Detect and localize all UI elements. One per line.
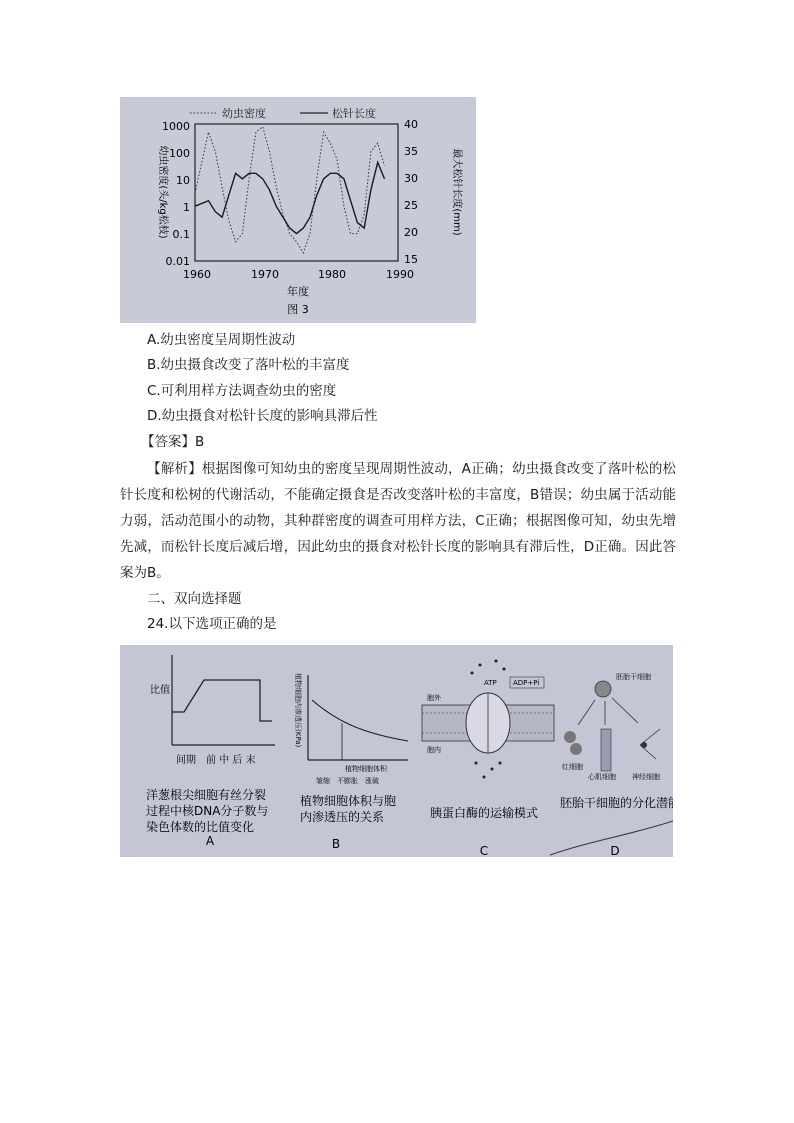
panel-b-ylabel: 植物细胞内渗透压(KPa) (294, 673, 302, 748)
x-label: 年度 (287, 285, 309, 298)
panel-c-caption: 胰蛋白酶的运输模式 (430, 806, 539, 820)
figure-3-chart (120, 97, 476, 323)
panel-a-letter: A (205, 834, 215, 848)
option-b: B.幼虫摄食改变了落叶松的丰富度 (147, 357, 350, 373)
panel-a-caption-1: 洋葱根尖细胞有丝分裂 (146, 788, 267, 802)
series-density-line (195, 127, 385, 253)
panel-c-outside: 胞外 (427, 694, 441, 702)
y-right-tick: 20 (404, 226, 418, 239)
panel-a-caption-2: 过程中核DNA分子数与 (146, 804, 269, 818)
legend-length: 松针长度 (332, 107, 376, 120)
panel-a-xticks: 间期 前 中 后 末 (176, 755, 256, 766)
panel-b-xlabel: 植物细胞体积 (345, 765, 387, 773)
panel-d-caption: 胚胎干细胞的分化潜能 (560, 796, 673, 810)
analysis-paragraph (120, 456, 676, 586)
series-length-line (195, 162, 385, 233)
right-axis-ticks (404, 118, 418, 266)
question-24: 24.以下选项正确的是 (147, 616, 277, 632)
y-right-tick: 25 (404, 199, 418, 212)
y-right-tick: 15 (404, 253, 418, 266)
x-tick: 1990 (386, 268, 414, 281)
panel-c (422, 660, 554, 858)
legend-density: 幼虫密度 (222, 107, 266, 120)
panel-d-letter: D (610, 844, 620, 857)
plot-frame (195, 124, 398, 261)
option-c: C.可利用样方法调查幼虫的密度 (147, 383, 337, 399)
figure-panels-svg (120, 645, 673, 857)
panel-c-atp: ATP (484, 679, 497, 687)
y-left-tick: 0.1 (172, 228, 190, 241)
panel-b-caption-2: 内渗透压的关系 (300, 810, 385, 824)
y-right-tick: 30 (404, 172, 418, 185)
y-left-tick: 100 (169, 147, 190, 160)
panel-d-red: 红细胞 (562, 763, 583, 771)
panel-d-muscle: 心肌细胞 (588, 773, 616, 781)
analysis-text: 根据图像可知幼虫的密度呈现周期性波动，A正确；幼虫摄食改变了落叶松的松针长度和松树的代谢活动，不能确定摄食是否改变落叶松的丰富度，B错误；幼虫属于活动能力弱，活动范围小的动物，其种群密度的调查可用样方法，C正确；根据图像可知，幼虫先增先减，而松针长度后减后增，因此幼虫的摄食对松针长度的影响具有滞后性，D正确。因此答案为B。 (120, 461, 677, 581)
panel-b-caption-1: 植物细胞体积与胞 (300, 794, 397, 808)
y-left-label: 幼虫密度(头/kg松枝) (157, 145, 168, 239)
x-tick: 1980 (318, 268, 346, 281)
panel-a-caption-3: 染色体数的比值变化 (146, 820, 255, 834)
figure-3 (120, 97, 476, 323)
option-d: D.幼虫摄食对松针长度的影响具滞后性 (147, 408, 378, 424)
panel-c-adp: ADP+Pi (513, 679, 540, 687)
analysis-label: 【解析】 (147, 461, 202, 477)
x-tick: 1960 (183, 268, 211, 281)
figure-caption: 图 3 (287, 303, 309, 316)
panel-a (146, 655, 275, 848)
section-heading: 二、双向选择题 (147, 591, 242, 607)
x-tick: 1970 (251, 268, 279, 281)
y-right-label: 最大松针长度(mm) (451, 148, 462, 236)
panel-b (294, 673, 408, 851)
x-axis-ticks (183, 268, 414, 281)
answer-line: 【答案】B (141, 434, 205, 450)
y-right-tick: 40 (404, 118, 418, 131)
y-left-tick: 1000 (162, 120, 190, 133)
y-left-tick: 10 (176, 174, 190, 187)
panel-d-stem: 胚胎干细胞 (616, 673, 651, 681)
panel-b-letter: B (331, 837, 341, 851)
y-left-tick: 0.01 (165, 255, 190, 268)
panel-a-ylabel: 比值 (150, 685, 170, 696)
panel-b-xsub: 皱缩 不膨胀 涨破 (316, 777, 379, 785)
figure-panels (120, 645, 673, 857)
panel-c-letter: C (479, 844, 489, 857)
panel-d (550, 672, 673, 857)
option-a: A.幼虫密度呈周期性波动 (147, 332, 296, 348)
y-right-tick: 35 (404, 145, 418, 158)
y-left-tick: 1 (183, 201, 190, 214)
panel-c-inside: 胞内 (427, 746, 441, 754)
panel-d-nerve: 神经细胞 (632, 773, 660, 781)
